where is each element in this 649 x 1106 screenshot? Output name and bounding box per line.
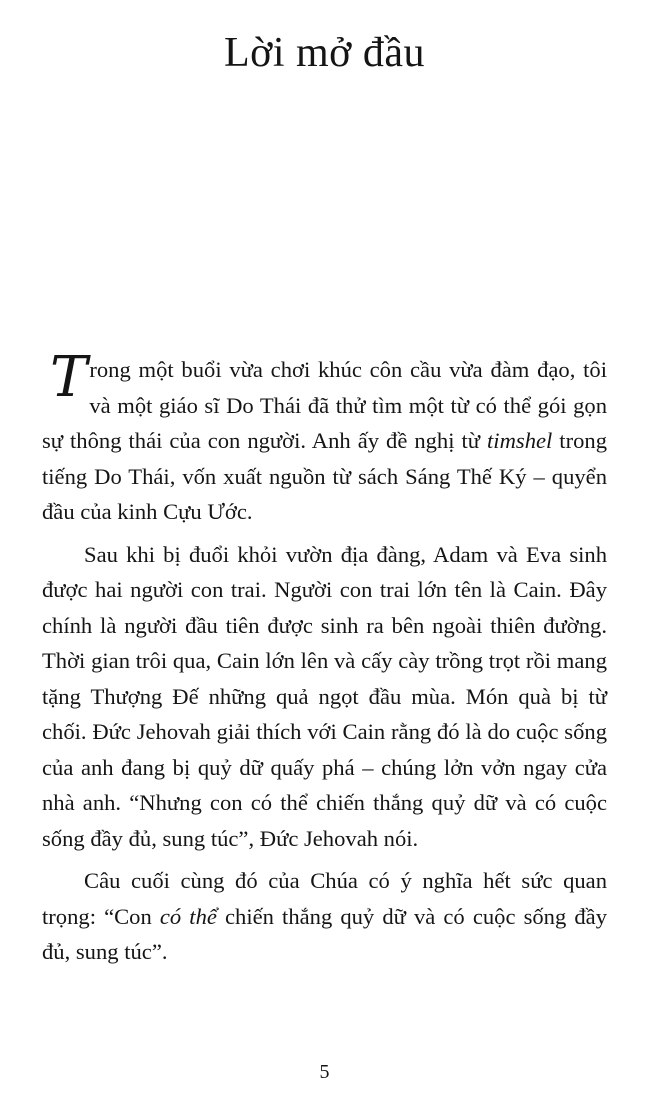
body-text: [42, 345, 607, 972]
page-title: Lời mở đầu: [223, 30, 426, 76]
paragraph-2-run-1: Sau khi bị đuổi khỏi vườn địa đàng, Adam và Eva sinh được hai người con trai. Người con trai lớn tên là Cain. Đây chính là người đầu tiên được sinh ra bên ngoài thiên đường. Thời gian trôi qua, Cain lớn lên và cấy cày trồng trọt rồi mang tặng Thượng Đế những quả ngọt đầu mùa. Món quà bị từ chối. Đức Jehovah giải thích với Cain rằng đó là do cuộc sống của anh đang bị quỷ dữ quấy phá – chúng lởn vởn ngay cửa nhà anh. “Nhưng con có thể chiến thắng quỷ dữ và có cuộc sống đầy đủ, sung túc”, Đức Jehovah nói.: [42, 541, 607, 851]
paragraph-3: [42, 863, 607, 970]
paragraph-1-run-3: trong tiếng Do Thái, vốn xuất nguồn từ sách Sáng Thế Ký – quyển đầu của kinh Cựu Ước.: [42, 428, 607, 524]
paragraph-3-run-3: chiến thắng quỷ dữ và có cuộc sống đầy đủ, sung túc”.: [42, 903, 607, 964]
paragraph-1-run-2: timshel: [487, 428, 553, 453]
page-number: 5: [319, 1061, 330, 1083]
drop-cap: T: [50, 345, 88, 410]
paragraph-1-run-1: rong một buổi vừa chơi khúc côn cầu vừa đàm đạo, tôi và một giáo sĩ Do Thái đã thử tìm một từ có thể gói gọn sự thông thái của con người. Anh ấy đề nghị từ: [42, 357, 607, 453]
paragraph-3-run-1: Câu cuối cùng đó của Chúa có ý nghĩa hết sức quan trọng: “Con: [42, 868, 607, 929]
paragraph-3-run-2: có thể: [159, 903, 217, 929]
paragraph-2: [42, 537, 607, 857]
paragraph-1: [42, 345, 607, 530]
